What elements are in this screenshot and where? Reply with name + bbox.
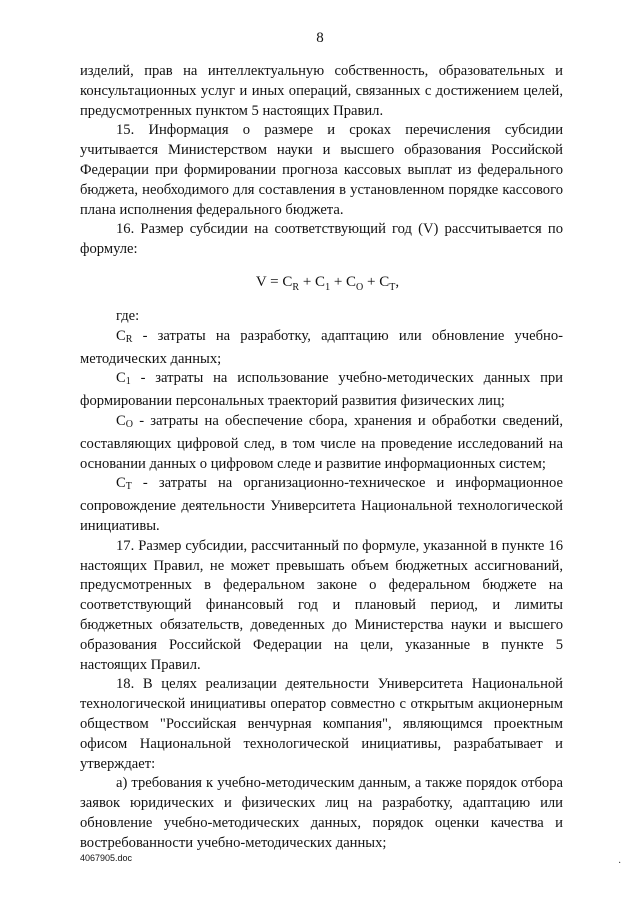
subsidy-formula [80, 274, 563, 293]
paragraph-continuation: изделий, прав на интеллектуальную собственность, образовательных и консультационных услуг и иных операций, связанных с достижением целей, предусмотренных пунктом 5 настоящих Правил. [80, 63, 563, 119]
page-number: 8 [316, 30, 324, 46]
document-body [80, 62, 563, 853]
paragraph-16: 16. Размер субсидии на соответствующий год (V) рассчитывается по формуле: [80, 221, 563, 258]
formula-plus: + [330, 273, 347, 290]
corner-mark: · [618, 858, 622, 869]
paragraph-17: 17. Размер субсидии, рассчитанный по формуле, указанной в пункте 16 настоящих Правил, не может превышать объем бюджетных ассигнований, предусмотренных в федеральном законе о федеральном бюджете на соответствующий финансовый год и плановый период, и лимиты бюджетных обязательств, доведенных до Министерства науки и высшего образования Российской Федерации на цели, указанные в пункте 5 настоящих Правил. [80, 537, 563, 673]
formula-lhs: V = [255, 273, 283, 290]
formula-term-co: $C_O$ [346, 273, 364, 293]
footer-file-code: 4067905.doc [80, 853, 133, 863]
paragraph-18a: а) требования к учебно-методическим данным, а также порядок отбора заявок юридических и физических лиц на разработку, адаптацию или обновление учебно-методических данных, порядок оценки качества и востребованности учебно-методических данных; [80, 775, 563, 851]
definition-cr: CR - затраты на разработку, адаптацию или обновление учебно-методических данных; [80, 327, 563, 367]
formula-term-ct: $C_T$ [379, 273, 396, 293]
formula-term-cr: $C_R$ [282, 273, 300, 293]
where-label: где: [116, 307, 140, 324]
paragraph-18: 18. В целях реализации деятельности Университета Национальной технологической инициативы оператор совместно с открытым акционерным обществом "Российская венчурная компания", являющимся проектным офисом Национальной технологической инициативы, разрабатывает и утверждает: [80, 676, 563, 772]
definition-co: CO - затраты на обеспечение сбора, хранения и обработки сведений, составляющих цифровой след, в том числе на проведение исследований на основании данных о цифровом следе и развитие информационных систем; [80, 412, 563, 472]
formula-term-c1: $C_1$ [315, 273, 331, 293]
definition-c1: C1 - затраты на использование учебно-методических данных при формировании персональных траекторий развития физических лиц; [80, 370, 563, 410]
formula-plus: + [363, 273, 380, 290]
definition-ct: CT - затраты на организационно-техническое и информационное сопровождение деятельности Университета Национальной технологической инициативы. [80, 475, 563, 534]
paragraph-15: 15. Информация о размере и сроках перечисления субсидии учитывается Министерством науки и высшего образования Российской Федерации при формировании прогноза кассовых выплат из федерального бюджета, необходимого для составления в установленном порядке кассового плана исполнения федерального бюджета. [80, 122, 563, 218]
formula-plus: + [299, 273, 316, 290]
formula-end: , [395, 273, 400, 290]
